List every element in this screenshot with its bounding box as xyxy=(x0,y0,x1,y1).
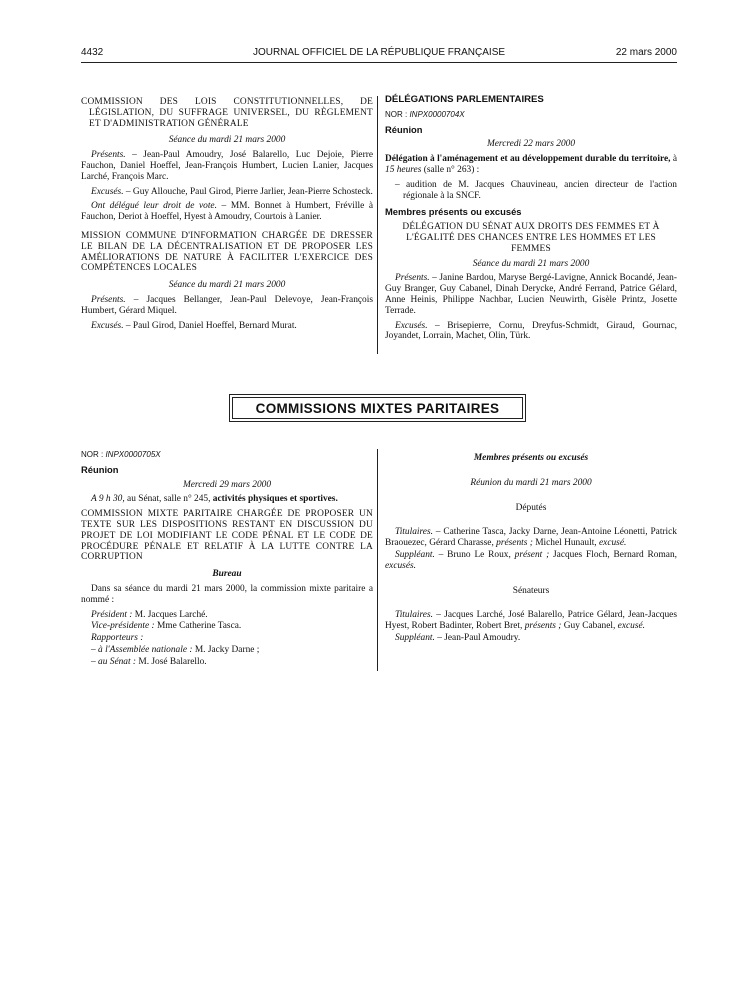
nor-reference-2 xyxy=(81,450,373,461)
tit2-excuse: excusé. xyxy=(615,621,645,632)
reunion-heading-2: Réunion xyxy=(81,463,119,475)
issue-date: 22 mars 2000 xyxy=(615,47,677,58)
sup1-text2: Jacques Floch, Bernard Roman, xyxy=(549,549,677,560)
tit2-label: Titulaires. xyxy=(395,610,433,621)
tit1-presents: présents ; xyxy=(493,538,533,549)
sup2-text: – Jean-Paul Amoudry. xyxy=(434,632,521,643)
presents2-paragraph xyxy=(81,295,373,317)
delegation-name: Délégation à l'aménagement et au développement durable du territoire, xyxy=(385,154,671,165)
journal-title: JOURNAL OFFICIEL DE LA RÉPUBLIQUE FRANÇAISE xyxy=(252,47,506,58)
vp-line xyxy=(81,621,373,632)
senateurs-titulaires xyxy=(385,610,677,632)
seance-date-3: Séance du mardi 21 mars 2000 xyxy=(472,258,590,269)
delegue-label: Ont délégué leur droit de vote. xyxy=(91,201,217,212)
delegue-text: – MM. Bonnet à Humbert, Fréville à Fauchon, Deriot à Hoeffel, Hyest à Amoudry, Courtois à Lanier. xyxy=(81,201,373,223)
sup1-present: présent ; xyxy=(510,549,550,560)
sup1-label: Suppléant. xyxy=(395,549,435,560)
right-bottom-column xyxy=(385,453,677,648)
meeting-topic: activités physiques et sportives. xyxy=(210,494,338,505)
presents-paragraph xyxy=(81,150,373,182)
excuses2-text: – Paul Girod, Daniel Hoeffel, Bernard Murat. xyxy=(123,320,297,331)
nor-label-2: NOR : xyxy=(81,450,106,459)
cmp-title-box xyxy=(229,394,526,422)
delegation-droits-title: DÉLÉGATION DU SÉNAT AUX DROITS DES FEMMES ET À L'ÉGALITÉ DES CHANCES ENTRE LES HOMMES ET LES FEMMES xyxy=(402,222,660,254)
nor-code-2: INPX0000705X xyxy=(105,450,161,459)
reunion-heading: Réunion xyxy=(385,123,423,135)
presents3-label: Présents. xyxy=(395,273,430,284)
vp-name: Mme Catherine Tasca. xyxy=(154,621,242,632)
rapporteur-senat-line xyxy=(81,657,373,668)
column-divider-top xyxy=(377,96,378,354)
president-label: Président : xyxy=(91,609,133,620)
page-number: 4432 xyxy=(81,47,104,58)
presents3-text: – Janine Bardou, Maryse Bergé-Lavigne, Annick Bocandé, Jean-Guy Branger, Guy Cabanel, Dinah Derycke, André Ferrand, Patrice Gélard, Anne Heinis, Philippe Nachbar, Lucien Neuwirth, Gisèle Printz, Josette Terrade. xyxy=(385,273,677,316)
tit1-text: – Catherine Tasca, Jacky Darne, Jean-Antoine Léonetti, Patrick Braouezec, Gérard Charasse, xyxy=(385,527,677,549)
nor-reference xyxy=(385,110,677,121)
nor-label: NOR : xyxy=(385,109,410,119)
excuses-paragraph xyxy=(81,187,373,198)
senateurs-suppleant xyxy=(385,633,677,644)
excuses3-label: Excusés. xyxy=(395,320,428,331)
reunion-date: Mercredi 22 mars 2000 xyxy=(486,139,576,150)
rapporteur-an-name: M. Jacky Darne ; xyxy=(192,644,260,655)
cmp-description: COMMISSION MIXTE PARITAIRE CHARGÉE DE PROPOSER UN TEXTE SUR LES DISPOSITIONS RESTANT EN DISCUSSION DU PROJET DE LOI MODIFIANT LE CODE PÉNAL ET LE CODE DE PROCÉDURE PÉNALE ET RELATIF À LA LUTTE CONTRE LA CORRUPTION xyxy=(81,509,373,563)
tit1-text2: Michel Hunault, xyxy=(532,538,597,549)
meeting-paragraph xyxy=(81,494,373,505)
presents2-text: – Jacques Bellanger, Jean-Paul Delevoye, Jean-François Humbert, Gérard Miquel. xyxy=(81,294,373,316)
nor-code: INPX0000704X xyxy=(409,109,465,119)
president-name: M. Jacques Larché. xyxy=(132,609,208,620)
membres-title-2: Membres présents ou excusés xyxy=(473,453,589,463)
header-rule xyxy=(81,62,677,63)
time-prefix: à xyxy=(670,154,677,165)
presents-text: – Jean-Paul Amoudry, José Balarello, Luc Dejoie, Pierre Fauchon, Daniel Hoeffel, Jean-François Humbert, Lucien Lanier, Jacques Larché, François Marc. xyxy=(81,150,373,182)
tit2-presents: présents ; xyxy=(522,621,562,632)
audition-item: – audition de M. Jacques Chauvineau, ancien directeur de l'action régionale à la SNCF. xyxy=(395,179,677,201)
seance-date: Séance du mardi 21 mars 2000 xyxy=(168,135,286,146)
right-top-column xyxy=(385,95,677,346)
rapporteur-senat-name: M. José Balarello. xyxy=(136,656,207,667)
sup1-text: – Bruno Le Roux, xyxy=(434,549,511,560)
left-top-column xyxy=(81,97,373,335)
room: (salle n° 263) : xyxy=(421,164,480,175)
excuses3-text: – Brisepierre, Cornu, Dreyfus-Schmidt, Giraud, Gournac, Joyandet, Lorrain, Machet, Olin, Türk. xyxy=(385,320,677,342)
delegations-title: DÉLÉGATIONS PARLEMENTAIRES xyxy=(385,94,544,105)
page-header xyxy=(81,47,677,61)
excuses-label: Excusés. xyxy=(91,186,124,197)
mission-title: MISSION COMMUNE D'INFORMATION CHARGÉE DE DRESSER LE BILAN DE LA DÉCENTRALISATION ET DE PROPOSER LES AMÉLIORATIONS DE NATURE À FACILITER L'EXERCICE DES COMPÉTENCES LOCALES xyxy=(81,230,373,274)
reunion-date-3: Réunion du mardi 21 mars 2000 xyxy=(470,477,592,488)
seance-date-2: Séance du mardi 21 mars 2000 xyxy=(168,280,286,291)
presents3-paragraph xyxy=(385,273,677,316)
meeting-place: au Sénat, salle n° 245, xyxy=(124,494,211,505)
tit2-text2: Guy Cabanel, xyxy=(561,621,616,632)
reunion-date-2: Mercredi 29 mars 2000 xyxy=(182,479,272,490)
commission-lois-title: COMMISSION DES LOIS CONSTITUTIONNELLES, DE LÉGISLATION, DU SUFFRAGE UNIVERSEL, DU RÈGLEMENT ET D'ADMINISTRATION GÉNÉRALE xyxy=(81,97,373,129)
excuses2-label: Excusés. xyxy=(91,320,124,331)
delegation-paragraph xyxy=(385,154,677,176)
senateurs-heading: Sénateurs xyxy=(512,585,550,596)
deputes-suppleants xyxy=(385,550,677,572)
excuses3-paragraph xyxy=(385,321,677,343)
column-divider-bottom xyxy=(377,449,378,671)
tit1-label: Titulaires. xyxy=(395,527,433,538)
president-line xyxy=(81,610,373,621)
excuses-text: – Guy Allouche, Paul Girod, Pierre Jarlier, Jean-Pierre Schosteck. xyxy=(123,186,373,197)
deputes-heading: Députés xyxy=(515,502,547,513)
sup2-label: Suppléant. xyxy=(395,632,435,643)
excuses2-paragraph xyxy=(81,321,373,332)
meeting-time: A 9 h 30, xyxy=(91,494,125,505)
membres-title: Membres présents ou excusés xyxy=(385,206,522,218)
left-bottom-column xyxy=(81,450,373,672)
bureau-heading: Bureau xyxy=(212,569,242,580)
rapporteur-an-line xyxy=(81,645,373,656)
bureau-paragraph: Dans sa séance du mardi 21 mars 2000, la commission mixte paritaire a nommé : xyxy=(81,583,373,605)
rapporteur-an-label: – à l'Assemblée nationale : xyxy=(91,644,193,655)
presents-label: Présents. xyxy=(91,150,126,161)
rapporteur-senat-label: – au Sénat : xyxy=(91,656,137,667)
tit1-excuse: excusé. xyxy=(596,538,627,549)
rapporteurs-label: Rapporteurs : xyxy=(91,633,144,644)
presents2-label: Présents. xyxy=(91,294,126,305)
tit2-text: – Jacques Larché, José Balarello, Patrice Gélard, Jean-Jacques Hyest, Robert Badinter, Robert Bret, xyxy=(385,610,677,632)
sup1-excuses: excusés. xyxy=(385,560,416,571)
deputes-titulaires xyxy=(385,527,677,549)
delegue-paragraph xyxy=(81,201,373,223)
time: 15 heures xyxy=(385,164,422,175)
vp-label: Vice-présidente : xyxy=(91,621,155,632)
cmp-title: COMMISSIONS MIXTES PARITAIRES xyxy=(232,397,523,419)
